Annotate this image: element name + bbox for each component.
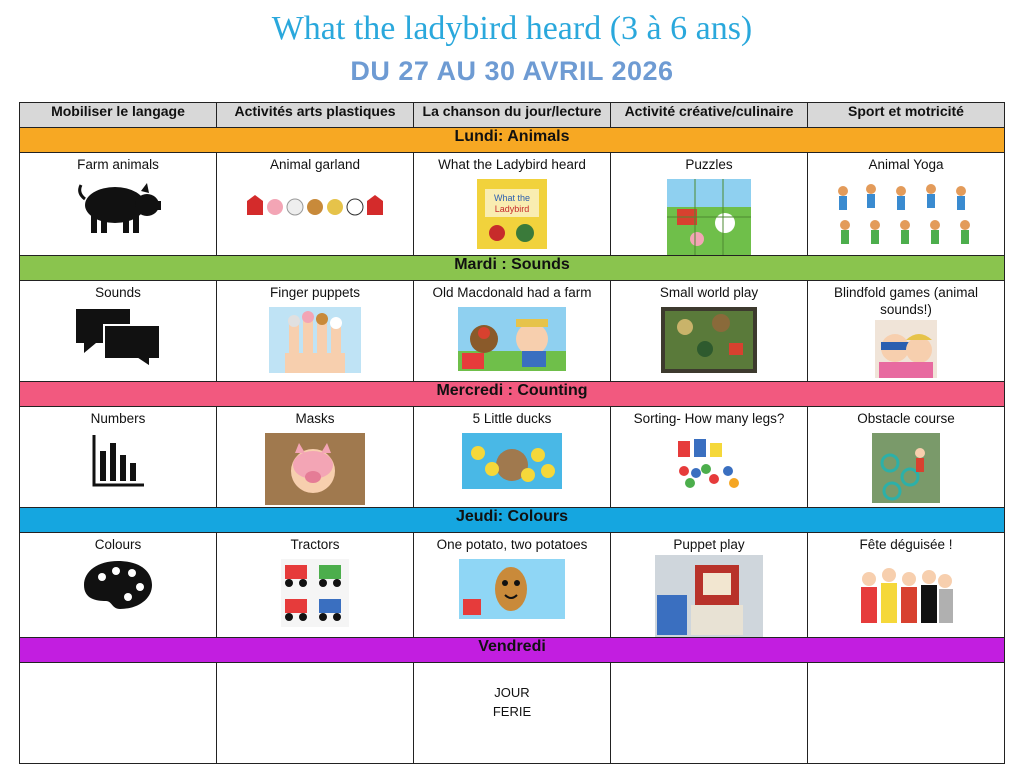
- activity-cell: [20, 281, 217, 382]
- activity-cell: [808, 663, 1005, 764]
- day-banner-mercredi: Mercredi : Counting: [20, 382, 1005, 407]
- activity-cell: [611, 663, 808, 764]
- column-header: Sport et motricité: [808, 103, 1005, 128]
- pig-mask-image: [217, 433, 413, 505]
- column-header-row: [20, 103, 1005, 128]
- svg-text:What the: What the: [493, 193, 531, 203]
- activity-cell: [611, 153, 808, 256]
- pig-icon: [20, 179, 216, 235]
- activity-label: Old Macdonald had a farm: [432, 285, 592, 300]
- activity-cell: [20, 407, 217, 508]
- activity-cell: [20, 533, 217, 638]
- column-header: La chanson du jour/lecture: [414, 103, 611, 128]
- activity-label: Obstacle course: [857, 411, 955, 426]
- column-header: Mobiliser le langage: [20, 103, 217, 128]
- activity-cell: [217, 407, 414, 508]
- old-macdonald-image: [414, 307, 610, 371]
- activity-label: Numbers: [90, 411, 146, 426]
- small-world-image: [611, 307, 807, 373]
- activity-label: What the Ladybird heard: [438, 157, 586, 172]
- puzzle-image: [611, 179, 807, 255]
- day-banner-mardi: Mardi : Sounds: [20, 256, 1005, 281]
- table-row: [20, 281, 1005, 382]
- activity-cell: [414, 407, 611, 508]
- activity-cell: [611, 281, 808, 382]
- yoga-kids-image: [808, 179, 1004, 249]
- activity-cell: [20, 153, 217, 256]
- holiday-line: JOUR: [494, 685, 530, 700]
- activity-cell: [808, 407, 1005, 508]
- day-banner-lundi: Lundi: Animals: [20, 128, 1005, 153]
- activity-label: Farm animals: [77, 157, 159, 172]
- activity-cell: [611, 533, 808, 638]
- activity-label: Masks: [295, 411, 335, 426]
- activity-cell: [217, 533, 414, 638]
- costume-party-image: [808, 559, 1004, 627]
- activity-label: Sorting- How many legs?: [633, 411, 785, 426]
- bar-chart-icon: [20, 433, 216, 489]
- activity-label: One potato, two potatoes: [436, 537, 588, 552]
- blindfold-kids-image: [808, 320, 1004, 378]
- activity-cell: [414, 153, 611, 256]
- activity-label: Sounds: [95, 285, 141, 300]
- page-subtitle: DU 27 AU 30 AVRIL 2026: [350, 56, 674, 86]
- table-row: [20, 407, 1005, 508]
- activity-label: Finger puppets: [269, 285, 361, 300]
- holiday-label: [414, 683, 610, 721]
- puppet-theatre-image: [611, 555, 807, 637]
- activity-cell: [808, 281, 1005, 382]
- tractors-image: [217, 559, 413, 627]
- activity-label: Small world play: [659, 285, 759, 300]
- page-title: What the ladybird heard (3 à 6 ans): [271, 10, 753, 47]
- activity-label: Colours: [94, 537, 142, 552]
- activity-label: Animal Yoga: [868, 157, 944, 172]
- activity-label: Puzzles: [685, 157, 733, 172]
- table-row: [20, 533, 1005, 638]
- svg-text:Ladybird: Ladybird: [494, 204, 530, 214]
- holiday-cell: [414, 663, 611, 764]
- potato-image: [414, 559, 610, 619]
- palette-icon: [20, 559, 216, 611]
- activity-cell: [217, 281, 414, 382]
- column-header: Activité créative/culinaire: [611, 103, 808, 128]
- activity-cell: [808, 533, 1005, 638]
- finger-puppets-image: [217, 307, 413, 373]
- holiday-line: FERIE: [492, 704, 532, 719]
- table-row: [20, 153, 1005, 256]
- speech-bubbles-icon: [20, 307, 216, 369]
- column-header: Activités arts plastiques: [217, 103, 414, 128]
- activity-cell: [611, 407, 808, 508]
- day-banner-jeudi: Jeudi: Colours: [20, 508, 1005, 533]
- ducks-image: [414, 433, 610, 489]
- activity-cell: [20, 663, 217, 764]
- activity-cell: [217, 663, 414, 764]
- activity-cell: [217, 153, 414, 256]
- activity-cell: [808, 153, 1005, 256]
- activity-cell: [414, 281, 611, 382]
- book-cover-image: [414, 179, 610, 249]
- activity-label: Fête déguisée !: [859, 537, 953, 552]
- activity-label: Blindfold games (animal sounds!): [833, 285, 979, 317]
- day-banner-vendredi: Vendredi: [20, 638, 1005, 663]
- obstacle-course-image: [808, 433, 1004, 503]
- animal-garland-image: [217, 195, 413, 217]
- activity-label: Puppet play: [673, 537, 745, 552]
- table-row: [20, 663, 1005, 764]
- timetable: [19, 102, 1005, 764]
- activity-label: 5 Little ducks: [472, 411, 552, 426]
- activity-label: Animal garland: [269, 157, 361, 172]
- activity-label: Tractors: [290, 537, 340, 552]
- sorting-toys-image: [611, 433, 807, 491]
- activity-cell: [414, 533, 611, 638]
